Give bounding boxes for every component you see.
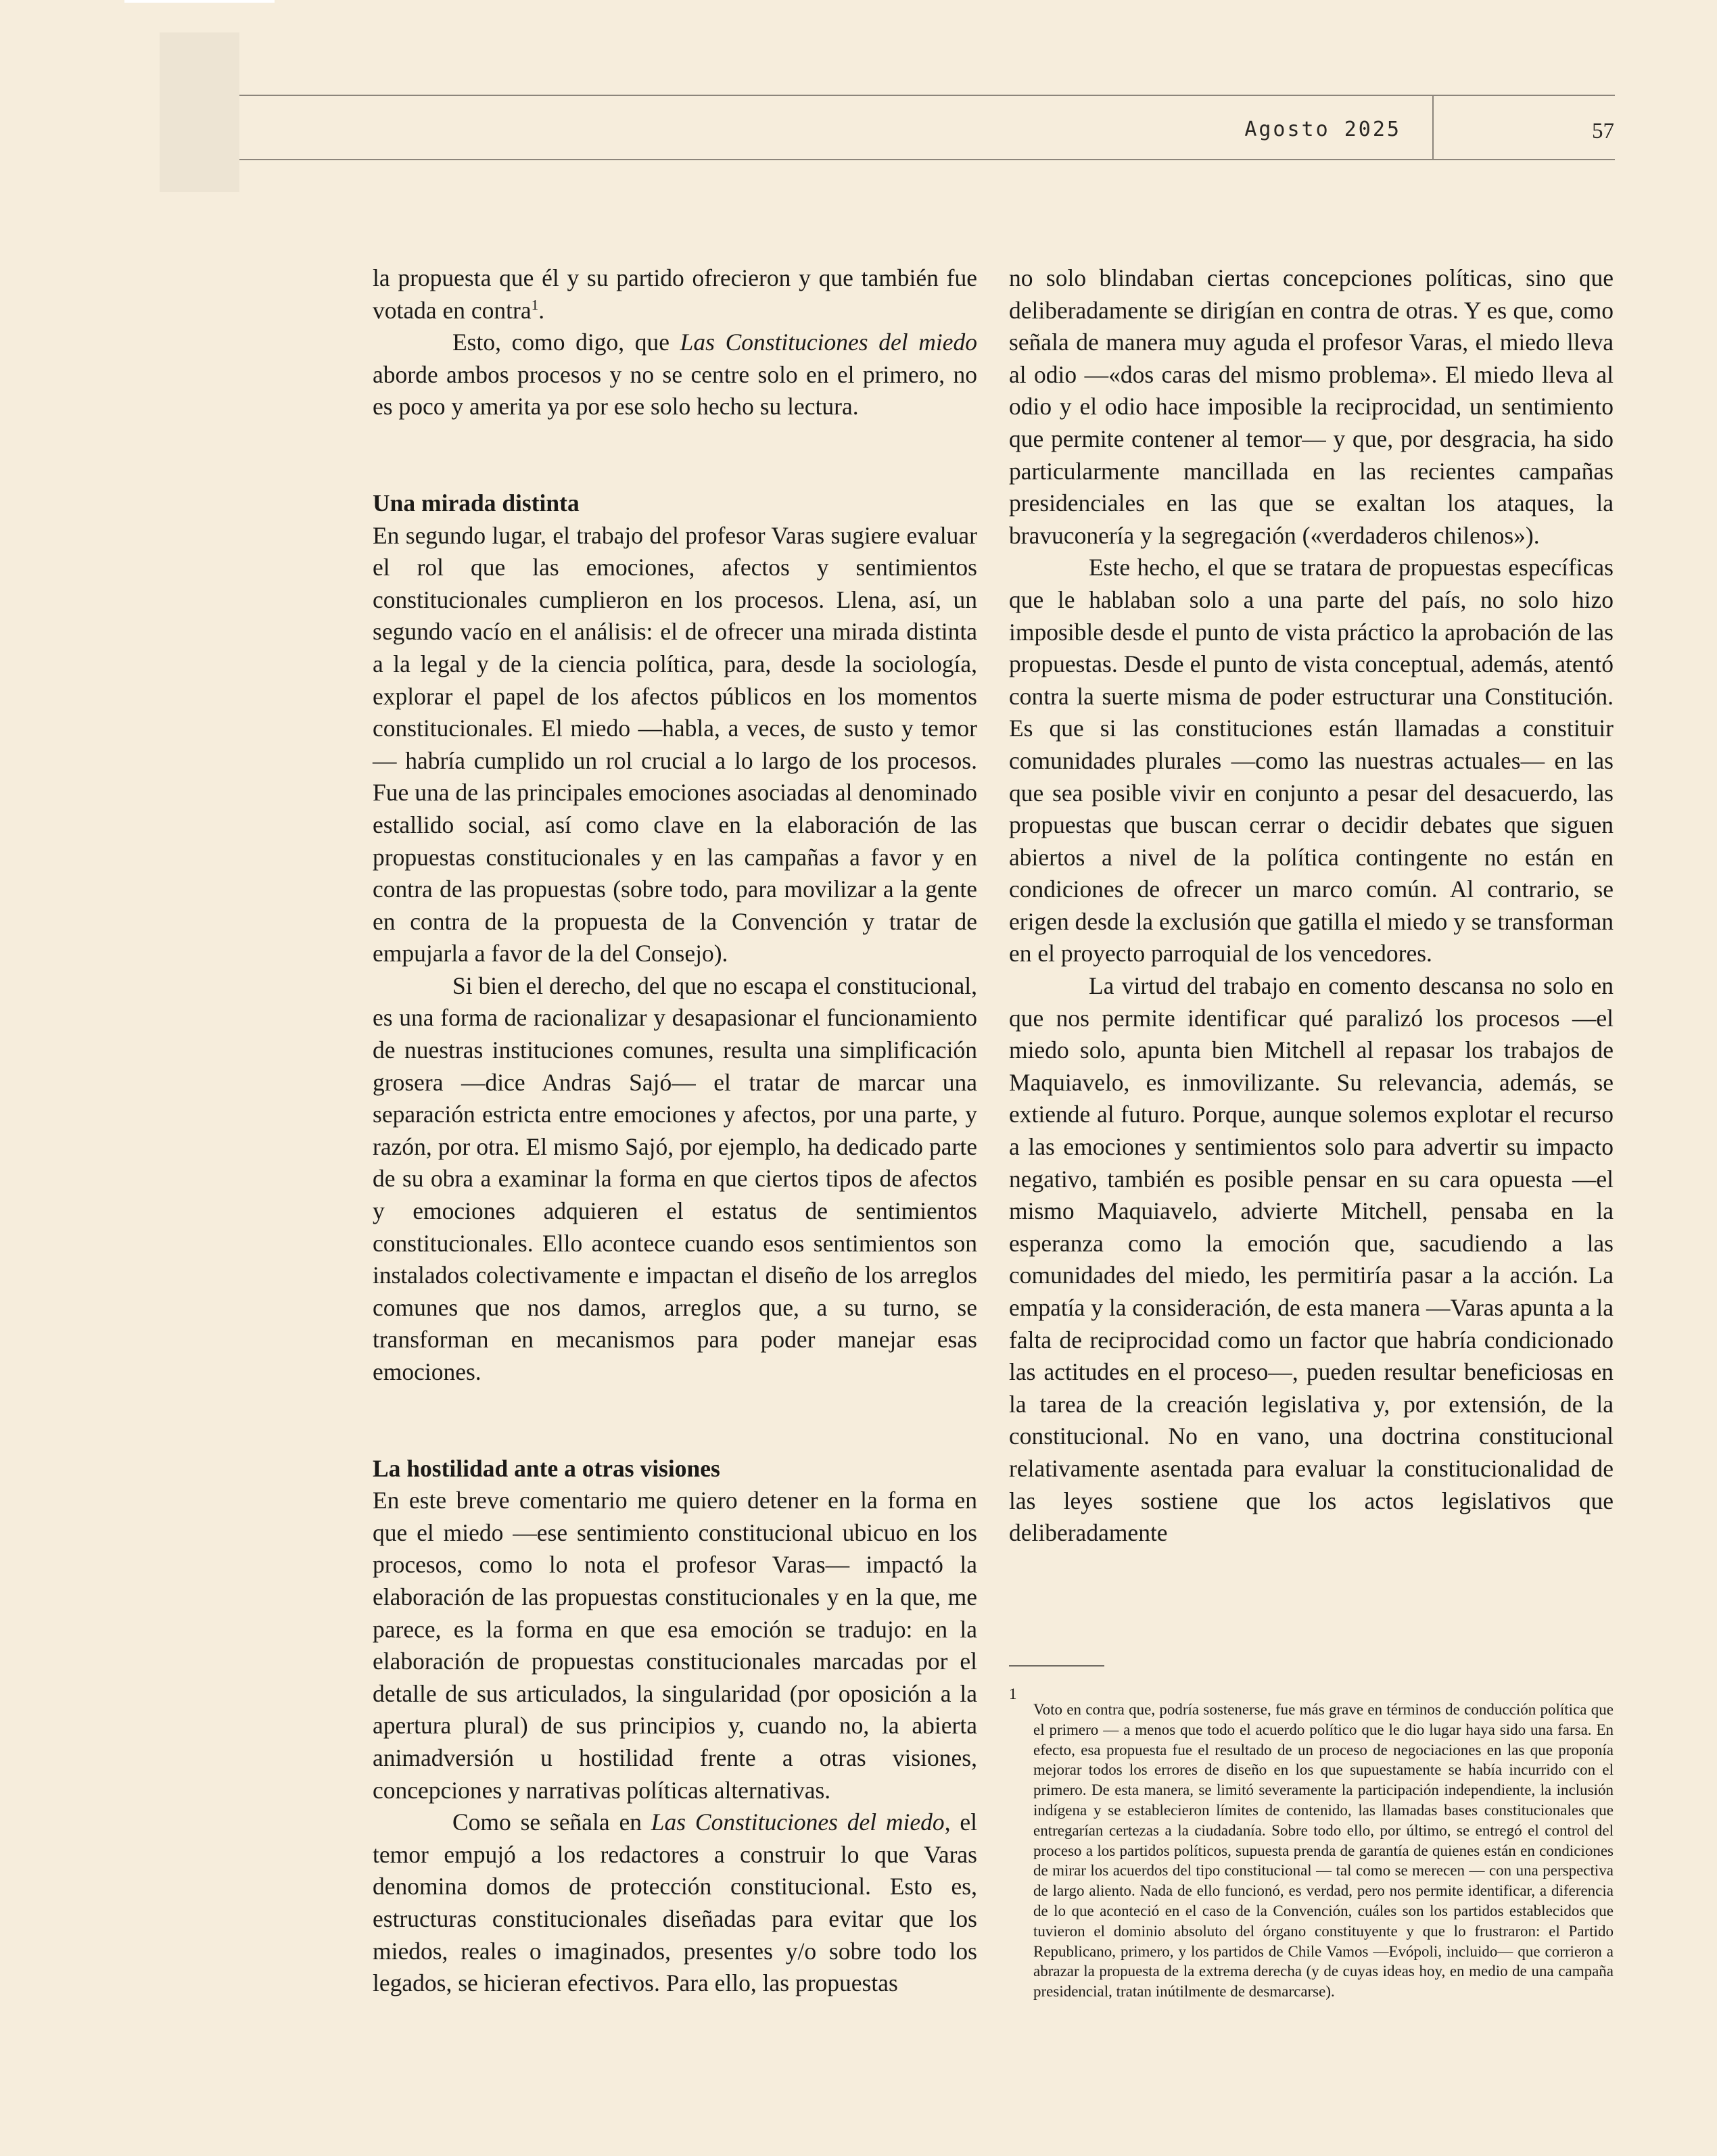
header-bottom-rule bbox=[239, 159, 1615, 160]
footnote-ref[interactable]: 1 bbox=[531, 296, 539, 313]
paragraph: la propuesta que él y su partido ofrecieron y que también fue votada en contra$^1$. bbox=[373, 264, 977, 324]
paragraph: Como se señala en Las Constituciones del miedo, el temor empujó a los redactores a construir lo que Varas denomina domos de protección constitucional. Esto es, estructuras constitucionales diseñadas para evitar que los miedos, reales o imaginados, presentes y/o sobre todo los legados, se hicieran efectivos. Para ello, las propuestas bbox=[373, 1808, 977, 1997]
left-column bbox=[373, 262, 977, 2000]
header-divider bbox=[1432, 95, 1434, 160]
footnote-rule bbox=[1009, 1665, 1104, 1667]
page-number: 57 bbox=[1592, 119, 1614, 143]
section-heading: La hostilidad ante a otras visiones bbox=[373, 1454, 720, 1482]
paragraph: La virtud del trabajo en comento descansa no solo en que nos permite identificar qué paralizó los procesos —el miedo solo, apunta bien Mitchell al repasar los trabajos de Maquiavelo, es inmovilizante. Su relevancia, además, se extiende al futuro. Porque, aunque solemos explotar el recurso a las emociones y sentimientos solo para advertir su impacto negativo, también es posible pensar en su cara opuesta —el mismo Maquiavelo, advierte Mitchell, pensaba en la esperanza como la emoción que, sacudiendo a las comunidades del miedo, les permitiría pasar a la acción. La empatía y la consideración, de esta manera —Varas apunta a la falta de reciprocidad como un factor que habría condicionado las actitudes en el proceso—, pueden resultar beneficiosas en la tarea de la creación legislativa y, por extensión, de la constitucional. No en vano, una doctrina constitucional relativamente asentada para evaluar la constitucionalidad de las leyes sostiene que los actos legislativos que deliberadamente bbox=[1009, 972, 1614, 1547]
paragraph: Esto, como digo, que Las Constituciones del miedo aborde ambos procesos y no se centre solo en el primero, no es poco y amerita ya por ese solo hecho su lectura. bbox=[373, 329, 977, 421]
paragraph: Este hecho, el que se tratara de propuestas específicas que le hablaban solo a una parte del país, no solo hizo imposible desde el punto de vista práctico la aprobación de las propuestas. Desde el punto de vista conceptual, además, atentó contra la suerte misma de poder estructurar una Constitución. Es que si las constituciones están llamadas a constituir comunidades plurales —como las nuestras actuales— en las que sea posible vivir en conjunto a pesar del desacuerdo, las propuestas que buscan cerrar o decidir debates que siguen abiertos a nivel de la política contingente no están en condiciones de ofrecer un marco común. Al contrario, se erigen desde la exclusión que gatilla el miedo y se transforman en el proyecto parroquial de los vencedores. bbox=[1009, 554, 1614, 967]
top-edge-strip bbox=[124, 0, 275, 3]
page-tab-marker bbox=[160, 32, 239, 192]
header-top-rule bbox=[239, 95, 1615, 96]
section-heading: Una mirada distinta bbox=[373, 489, 580, 517]
paragraph: Si bien el derecho, del que no escapa el constitucional, es una forma de racionalizar y desapasionar el funcionamiento de nuestras instituciones comunes, resulta una simplificación grosera —dice Andras Sajó— el tratar de marcar una separación estricta entre emociones y afectos, por una parte, y razón, por otra. El mismo Sajó, por ejemplo, ha dedicado parte de su obra a examinar la forma en que ciertos tipos de afectos y emociones adquieren el estatus de sentimientos constitucionales. Ello acontece cuando esos sentimientos son instalados colectivamente e impactan el diseño de los arreglos comunes que nos damos, arreglos que, a su turno, se transforman en mecanismos para poder manejar esas emociones. bbox=[373, 972, 977, 1385]
issue-date: Agosto 2025 bbox=[1244, 118, 1401, 141]
book-title: Las Constituciones del miedo bbox=[680, 329, 977, 356]
footnote-text: Voto en contra que, podría sostenerse, fue más grave en términos de conducción política que el primero — a menos que todo el acuerdo político que le dio lugar haya sido una farsa. En efecto, esa propuesta fue el resultado de un proceso de negociaciones en las que proponía mejorar todos los errores de diseño en los que supuestamente se había incurrido con el primero. De esta manera, se limitó severamente la participación independiente, la inclusión indígena y se establecieron límites de contenido, las llamadas bases constitucionales que entregarían certezas a la ciudadanía. Sobre todo ello, por último, se entregó el control del proceso a los partidos políticos, supuesta prenda de garantía de quienes están en condiciones de mirar los acuerdos del tipo constitucional — tal como se merecen — con una perspectiva de largo aliento. Nada de ello funcionó, es verdad, pero nos permite identificar, a diferencia de lo que aconteció en el caso de la Convención, cuáles son los partidos establecidos que tuvieron el dominio absoluto del órgano constituyente y que lo frustraron: el Partido Republicano, primero, y los partidos de Chile Vamos —Evópoli, incluido— que corrieron a abrazar la propuesta de la extrema derecha (y de cuyas ideas hoy, en medio de una campaña presidencial, tratan inútilmente de desmarcarse). bbox=[1033, 1701, 1614, 2001]
paragraph: no solo blindaban ciertas concepciones políticas, sino que deliberadamente se dirigían en contra de otras. Y es que, como señala de manera muy aguda el profesor Varas, el miedo lleva al odio —«dos caras del mismo problema». El miedo lleva al odio y el odio hace imposible la reciprocidad, un sentimiento que permite contener al temor— y que, por desgracia, ha sido particularmente mancillada en las recientes campañas presidenciales en las que se exaltan los ataques, la bravuconería y la segregación («verdaderos chilenos»). bbox=[1009, 264, 1614, 549]
paragraph: En este breve comentario me quiero detener en la forma en que el miedo —ese sentimiento constitucional ubicuo en los procesos, como lo nota el profesor Varas— impactó la elaboración de las propuestas constitucionales y en la que, me parece, es la forma en que esa emoción se tradujo: en la elaboración de propuestas constitucionales marcadas por el detalle de sus articulados, la singularidad (por oposición a la apertura plural) de sus principios y, cuando no, la abierta animadversión u hostilidad frente a otras visiones, concepciones y narrativas políticas alternativas. bbox=[373, 1487, 977, 1804]
footnote bbox=[1009, 1684, 1614, 2017]
right-column bbox=[1009, 262, 1614, 1550]
book-title: Las Constituciones del miedo bbox=[651, 1808, 945, 1836]
footnote-number: 1 bbox=[1009, 1685, 1017, 1702]
paragraph: En segundo lugar, el trabajo del profesor Varas sugiere evaluar el rol que las emociones, afectos y sentimientos constitucionales cumplieron en los procesos. Llena, así, un segundo vacío en el análisis: el de ofrecer una mirada distinta a la legal y de la ciencia política, para, desde la sociología, explorar el papel de los afectos públicos en los momentos constitucionales. El miedo —habla, a veces, de susto y temor— habría cumplido un rol crucial a lo largo de los procesos. Fue una de las principales emociones asociadas al denominado estallido social, así como clave en la elaboración de las propuestas constitucionales y en las campañas a favor y en contra de las propuestas (sobre todo, para movilizar a la gente en contra de la propuesta de la Convención y tratar de empujarla a favor de la del Consejo). bbox=[373, 521, 977, 967]
